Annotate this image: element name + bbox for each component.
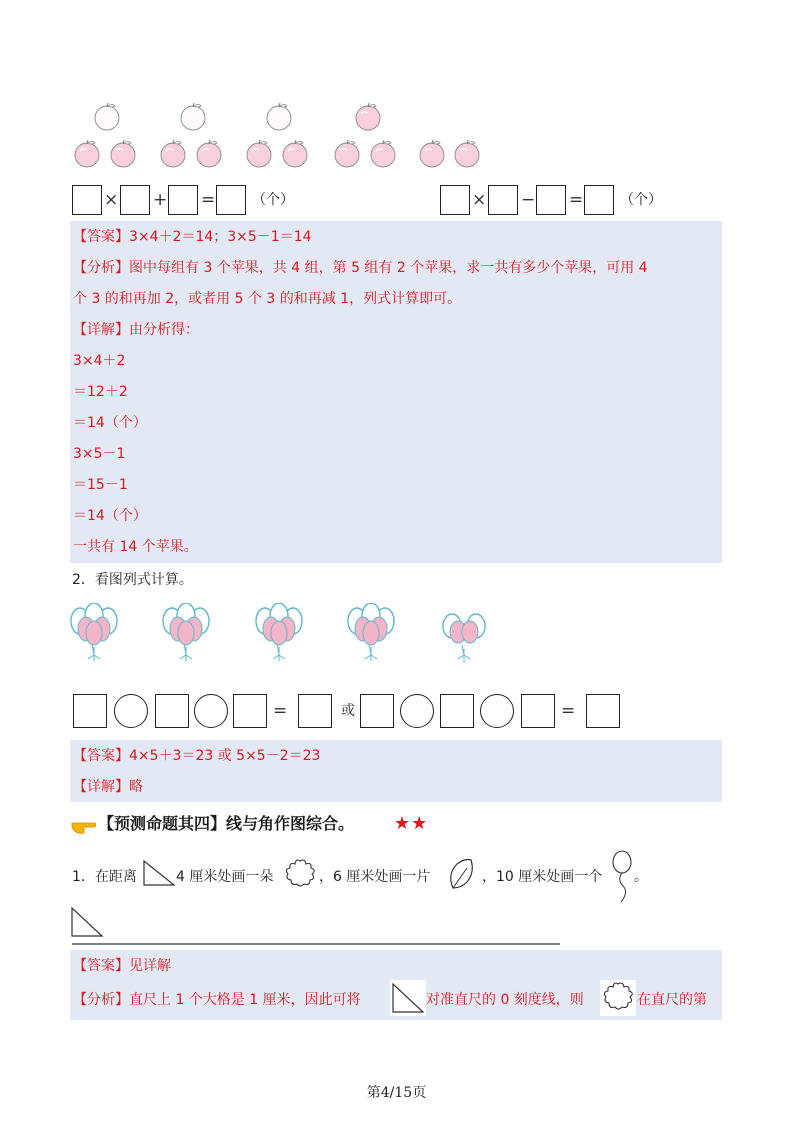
blank-circle[interactable] [114,694,148,728]
balloon-bunch-icon [347,603,397,665]
question-text: 2．看图列式计算。 [72,572,193,588]
blank-box[interactable] [536,185,566,215]
minus-sign: − [521,190,536,210]
apple-icon [282,139,308,169]
solution-step: 一共有 14 个苹果。 [73,539,198,555]
plus-sign: + [153,190,168,210]
blank-box[interactable] [216,185,246,215]
blank-circle[interactable] [194,694,228,728]
apple-icon [180,102,206,132]
equals-sign: = [201,190,216,210]
balloon-bunch-icon [440,613,490,665]
solution-step: 3×5－1 [73,446,126,462]
question-text: 4 厘米处画一朵 [176,869,274,885]
apple-icon [334,139,360,169]
pointing-hand-icon [70,815,96,835]
blank-box[interactable] [73,694,107,728]
solution-step: ＝14（个） [73,508,147,524]
analysis-text: 在直尺的第 [637,992,707,1008]
blank-box[interactable] [521,694,555,728]
section-header: 【预测命题其四】线与角作图综合。 [98,814,355,833]
answer-panel [70,740,722,802]
blank-box[interactable] [155,694,189,728]
drawing-area [70,906,562,946]
apple-icon [454,139,480,169]
unit-label: （个） [620,192,662,208]
apple-icon [370,139,396,169]
blank-box[interactable] [168,185,198,215]
or-word: 或 [341,703,355,719]
apple-icon [419,139,445,169]
triangle-icon [390,980,426,1016]
answer-panel [70,221,722,563]
equals-sign: = [273,701,288,721]
blank-box[interactable] [586,694,620,728]
analysis-text: 对准直尺的 0 刻度线，则 [426,992,584,1008]
balloon-bunch-icon [162,603,212,665]
blank-box[interactable] [440,694,474,728]
blank-box[interactable] [120,185,150,215]
question-text: ，6 厘米处画一片 [319,869,431,885]
apple-icon [266,102,292,132]
solution-step: ＝14（个） [73,415,147,431]
answer-text: 【答案】见详解 [73,958,171,974]
unit-label: （个） [252,192,294,208]
analysis-text: 个 3 的和再加 2，或者用 5 个 3 的和再减 1，列式计算即可。 [73,291,462,307]
answer-text: 【答案】4×5＋3＝23 或 5×5－2＝23 [73,748,321,764]
solution-step: ＝15－1 [73,477,128,493]
equals-sign: = [569,190,584,210]
times-sign: × [104,190,119,210]
question-text: 1．在距离 [72,869,137,885]
triangle-icon [143,860,175,886]
answer-panel [70,950,722,1020]
blank-box[interactable] [488,185,518,215]
question-text: ，10 厘米处画一个 [482,869,603,885]
equals-sign: = [561,701,576,721]
question-text: 。 [634,869,648,885]
blank-box[interactable] [440,185,470,215]
detail-title: 【详解】由分析得： [73,322,199,338]
flower-icon [600,980,636,1016]
apple-icon [246,139,272,169]
solution-step: 3×4＋2 [73,353,126,369]
star-icon: ★★ [394,813,429,834]
solution-step: ＝12＋2 [73,384,128,400]
blank-box[interactable] [584,185,614,215]
apple-icon [160,139,186,169]
blank-box[interactable] [360,694,394,728]
times-sign: × [472,190,487,210]
blank-box[interactable] [233,694,267,728]
balloon-bunch-icon [255,603,305,665]
page-number: 第4/15页 [366,1085,427,1101]
detail-text: 【详解】略 [73,779,143,795]
analysis-text: 【分析】图中每组有 3 个苹果，共 4 组，第 5 组有 2 个苹果，求一共有多少个苹果，可用 4 [73,260,648,276]
apple-icon [355,102,381,132]
apple-icon [74,139,100,169]
leaf-icon [447,858,475,890]
apple-icon [196,139,222,169]
balloon-icon [609,850,635,904]
blank-box[interactable] [298,694,332,728]
balloon-bunch-icon [70,603,120,665]
apple-icon [94,102,120,132]
apple-icon [110,139,136,169]
blank-circle[interactable] [480,694,514,728]
blank-circle[interactable] [400,694,434,728]
answer-text: 【答案】3×4＋2＝14；3×5－1＝14 [73,229,312,245]
analysis-text: 【分析】直尺上 1 个大格是 1 厘米，因此可将 [73,992,361,1008]
flower-icon [283,858,317,888]
blank-box[interactable] [72,185,102,215]
